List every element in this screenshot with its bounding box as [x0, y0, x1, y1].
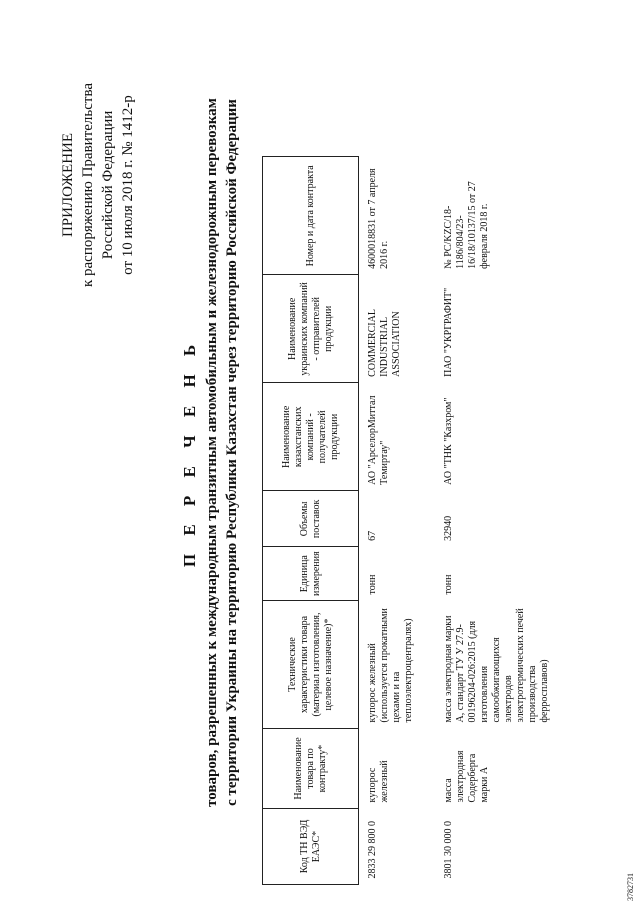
header-product-name: Наименование товара по контракту*: [263, 729, 359, 809]
header-unit: Единица измерения: [263, 547, 359, 601]
appendix-date-number: от 10 июля 2018 г. № 1412-р: [120, 95, 136, 275]
document-title: П Е Р Е Ч Е Н Ь: [180, 337, 199, 568]
cell-volume: 32940: [442, 515, 454, 541]
cell-volume: 67: [367, 530, 378, 541]
table-row: [359, 157, 435, 885]
cell-recipient: АО "ТНК "Казхром": [442, 397, 454, 485]
document-number: 3782731: [626, 873, 635, 901]
cell-sender: ПАО "УКРГРАФИТ": [442, 287, 454, 377]
cell-specs: купорос железный (используется прокатными цехами и на теплоэлектроцентралях): [367, 608, 414, 723]
cell-specs: масса электродная марки А, стандарт ТУ У 27.9-00196204-026:2015 (для изготовления самообжигающихся электродов электротермических печей производства ферросплавов): [442, 608, 550, 723]
cell-contract: № PC/KZC/18-1186/804/23-16/18/10137/15 от 27 февраля 2018 г.: [442, 181, 490, 269]
document-subtitle: [202, 40, 242, 865]
subtitle-line-2: с территории Украины на территорию Республики Казахстан через территорию Российской Федерации: [224, 99, 240, 806]
cell-product-name: масса электродная Содерберга марки А: [442, 750, 490, 803]
goods-table: [262, 156, 557, 885]
appendix-block: [58, 25, 138, 345]
appendix-government-line: Российской Федерации: [100, 110, 116, 260]
cell-product-name: купорос железный: [367, 760, 390, 803]
header-code: Код ТН ВЭД ЕАЭС*: [263, 809, 359, 885]
appendix-label: ПРИЛОЖЕНИЕ: [60, 132, 76, 238]
appendix-order-line: к распоряжению Правительства: [80, 83, 96, 288]
header-volume: Объемы поставок: [263, 491, 359, 547]
cell-contract: 4600018831 от 7 апреля 2016 г.: [367, 168, 390, 269]
subtitle-line-1: товаров, разрешенных к международным транзитным автомобильным и железнодорожным перевозкам: [204, 98, 220, 807]
header-sender: Наименование украинских компаний - отправителей продукции: [263, 275, 359, 383]
header-specs: Технические характеристики товара (материал изготовления, целевое назначение)*: [263, 601, 359, 729]
header-contract: Номер и дата контракта: [263, 157, 359, 275]
cell-code: 3801 30 000 0: [442, 821, 454, 879]
table-row: [435, 157, 557, 885]
table-header-row: [263, 157, 359, 885]
cell-unit: тонн: [442, 574, 454, 595]
cell-recipient: АО "АрселорМиттал Темиртау": [367, 395, 390, 485]
cell-sender: COMMERCIAL INDUSTRIAL ASSOCIATION: [367, 309, 402, 377]
header-recipient: Наименование казахстанских компаний - получателей продукции: [263, 383, 359, 491]
cell-unit: тонн: [367, 574, 378, 595]
cell-code: 2833 29 800 0: [367, 821, 378, 879]
